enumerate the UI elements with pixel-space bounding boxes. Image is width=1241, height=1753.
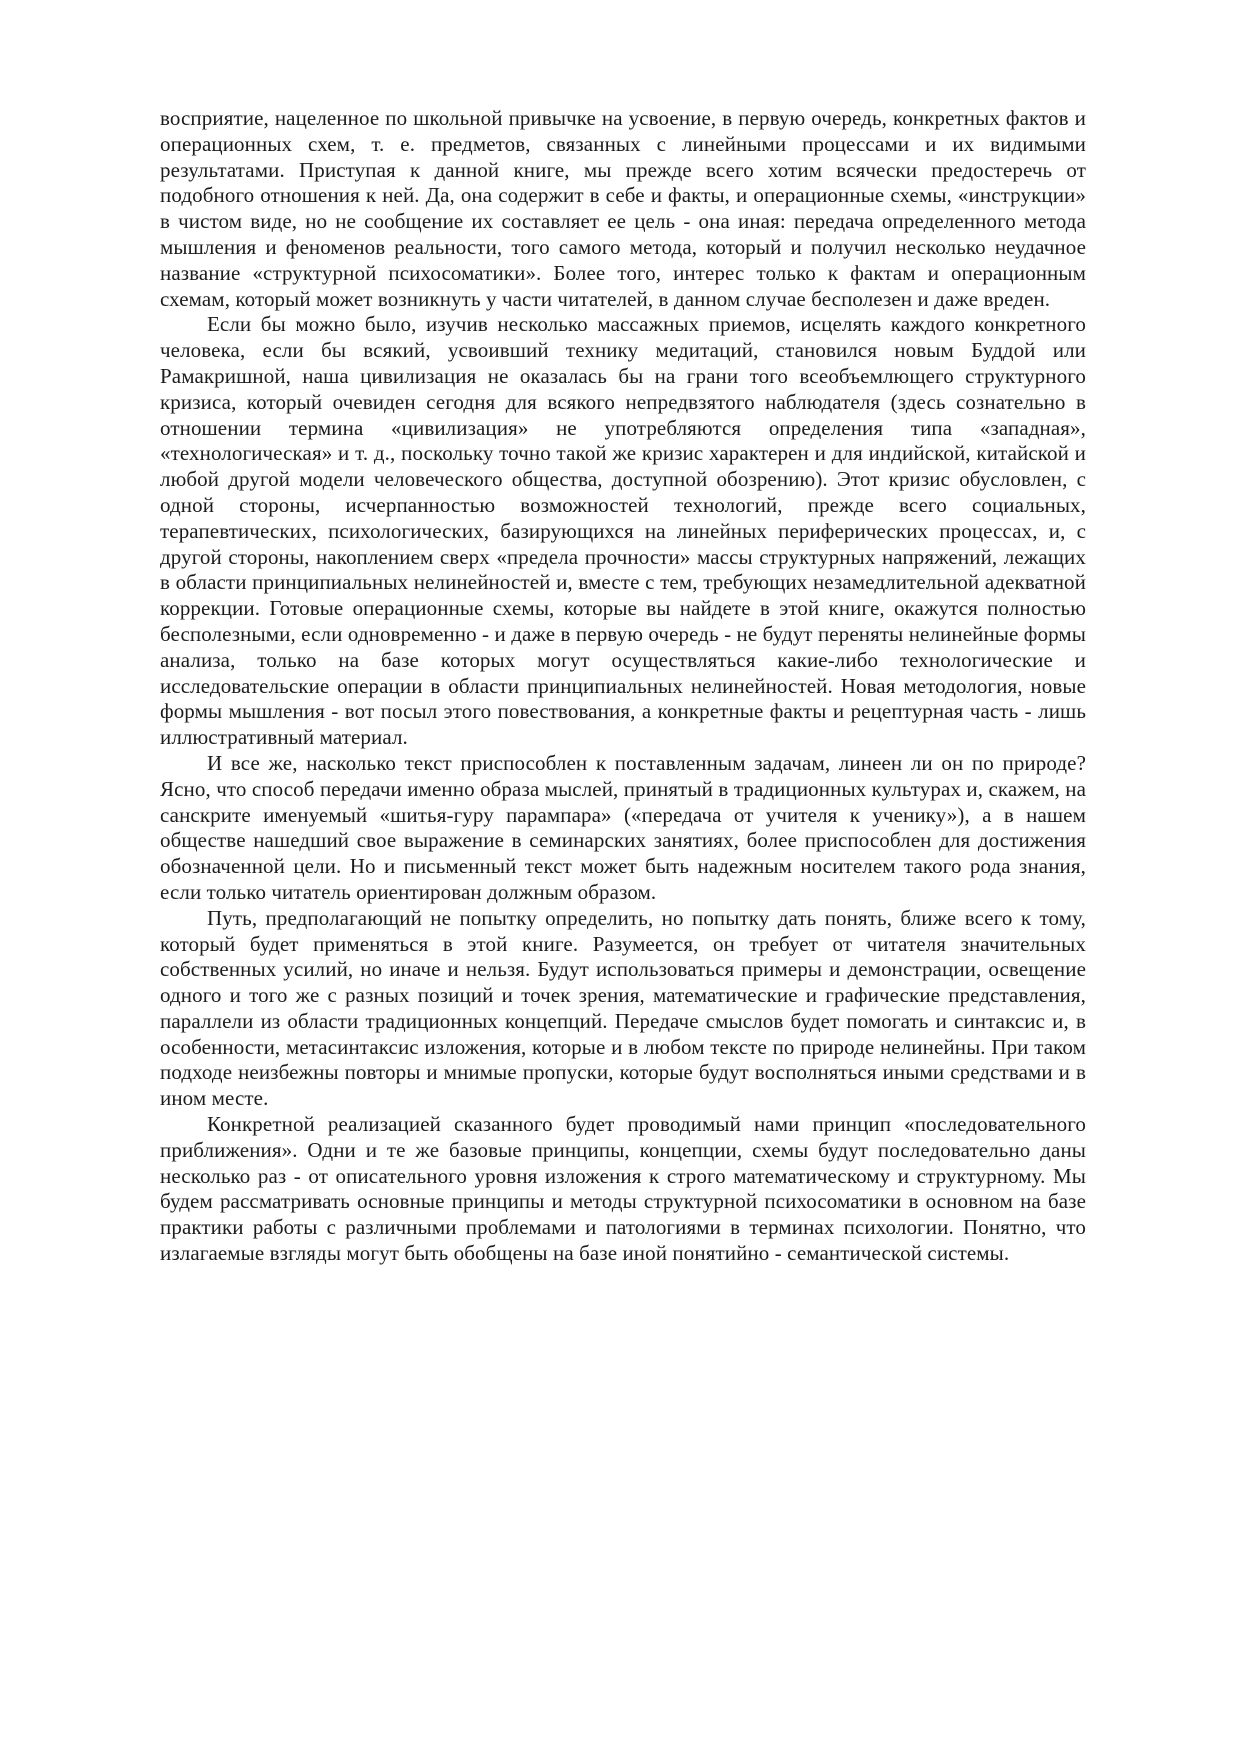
paragraph-method: Путь, предполагающий не попытку определить, но попытку дать понять, ближе всего к тому, который будет применяться в этой книге. Разумеется, он требует от читателя значительных собственных усилий, но иначе и нельзя. Будут использоваться примеры и демонстрации, освещение одного и того же с разных позиций и точек зрения, математические и графические представления, параллели из области традиционных концепций. Передаче смыслов будет помогать и синтаксис и, в особенности, метасинтаксис изложения, которые и в любом тексте по природе нелинейны. При таком подходе неизбежны повторы и мнимые пропуски, которые будут восполняться иными средствами и в ином месте. [160, 905, 1086, 1111]
paragraph-continuation: восприятие, нацеленное по школьной привычке на усвоение, в первую очередь, конкретных фактов и операционных схем, т. е. предметов, связанных с линейными процессами и их видимыми результатами. Приступая к данной книге, мы прежде всего хотим всячески предостеречь от подобного отношения к ней. Да, она содержит в себе и факты, и операционные схемы, «инструкции» в чистом виде, но не сообщение их составляет ее цель - она иная: передача определенного метода мышления и феноменов реальности, того самого метода, который и получил несколько неудачное название «структурной психосоматики». Более того, интерес только к фактам и операционным схемам, который может возникнуть у части читателей, в данном случае бесполезен и даже вреден. [160, 106, 1086, 311]
paragraph-crisis: Если бы можно было, изучив несколько массажных приемов, исцелять каждого конкретного человека, если бы всякий, усвоивший технику медитаций, становился новым Буддой или Рамакришной, наша цивилизация не оказалась бы на грани того всеобъемлющего структурного кризиса, который очевиден сегодня для всякого непредвзятого наблюдателя (здесь сознательно в отношении термина «цивилизация» не употребляются определения типа «западная», «технологическая» и т. д., поскольку точно такой же кризис характерен и для индийской, китайской и любой другой модели человеческого общества, доступной обозрению). Этот кризис обусловлен, с одной стороны, исчерпанностью возможностей технологий, прежде всего социальных, терапевтических, психологических, базирующихся на линейных периферических процессах, и, с другой стороны, накоплением сверх «предела прочности» массы структурных напряжений, лежащих в области принципиальных нелинейностей и, вместе с тем, требующих незамедлительной адекватной коррекции. Готовые операционные схемы, которые вы найдете в этой книге, окажутся полностью бесполезными, если одновременно - и даже в первую очередь - не будут переняты нелинейные формы анализа, только на базе которых могут осуществляться какие-либо технологические и исследовательские операции в области принципиальных нелинейностей. Новая методология, новые формы мышления - вот посыл этого повествования, а конкретные факты и рецептурная часть - лишь иллюстративный материал. [160, 312, 1086, 750]
paragraph-successive-approximation: Конкретной реализацией сказанного будет проводимый нами принцип «последовательного приближения». Одни и те же базовые принципы, концепции, схемы будут последовательно даны несколько раз - от описательного уровня изложения к строго математическому и структурному. Мы будем рассматривать основные принципы и методы структурной психосоматики в основном на базе практики работы с различными проблемами и патологиями в терминах психологии. Понятно, что излагаемые взгляды могут быть обобщены на базе иной понятийно - семантической системы. [160, 1112, 1086, 1266]
text-block [160, 106, 1086, 1267]
paragraph-text-suitability: И все же, насколько текст приспособлен к поставленным задачам, линеен ли он по природе? Ясно, что способ передачи именно образа мыслей, принятый в традиционных культурах и, скажем, на санскрите именуемый «шитья-гуру парампара» («передача от учителя к ученику»), а в нашем обществе нашедший свое выражение в семинарских занятиях, более приспособлен для достижения обозначенной цели. Но и письменный текст может быть надежным носителем такого рода знания, если только читатель ориентирован должным образом. [160, 750, 1086, 904]
